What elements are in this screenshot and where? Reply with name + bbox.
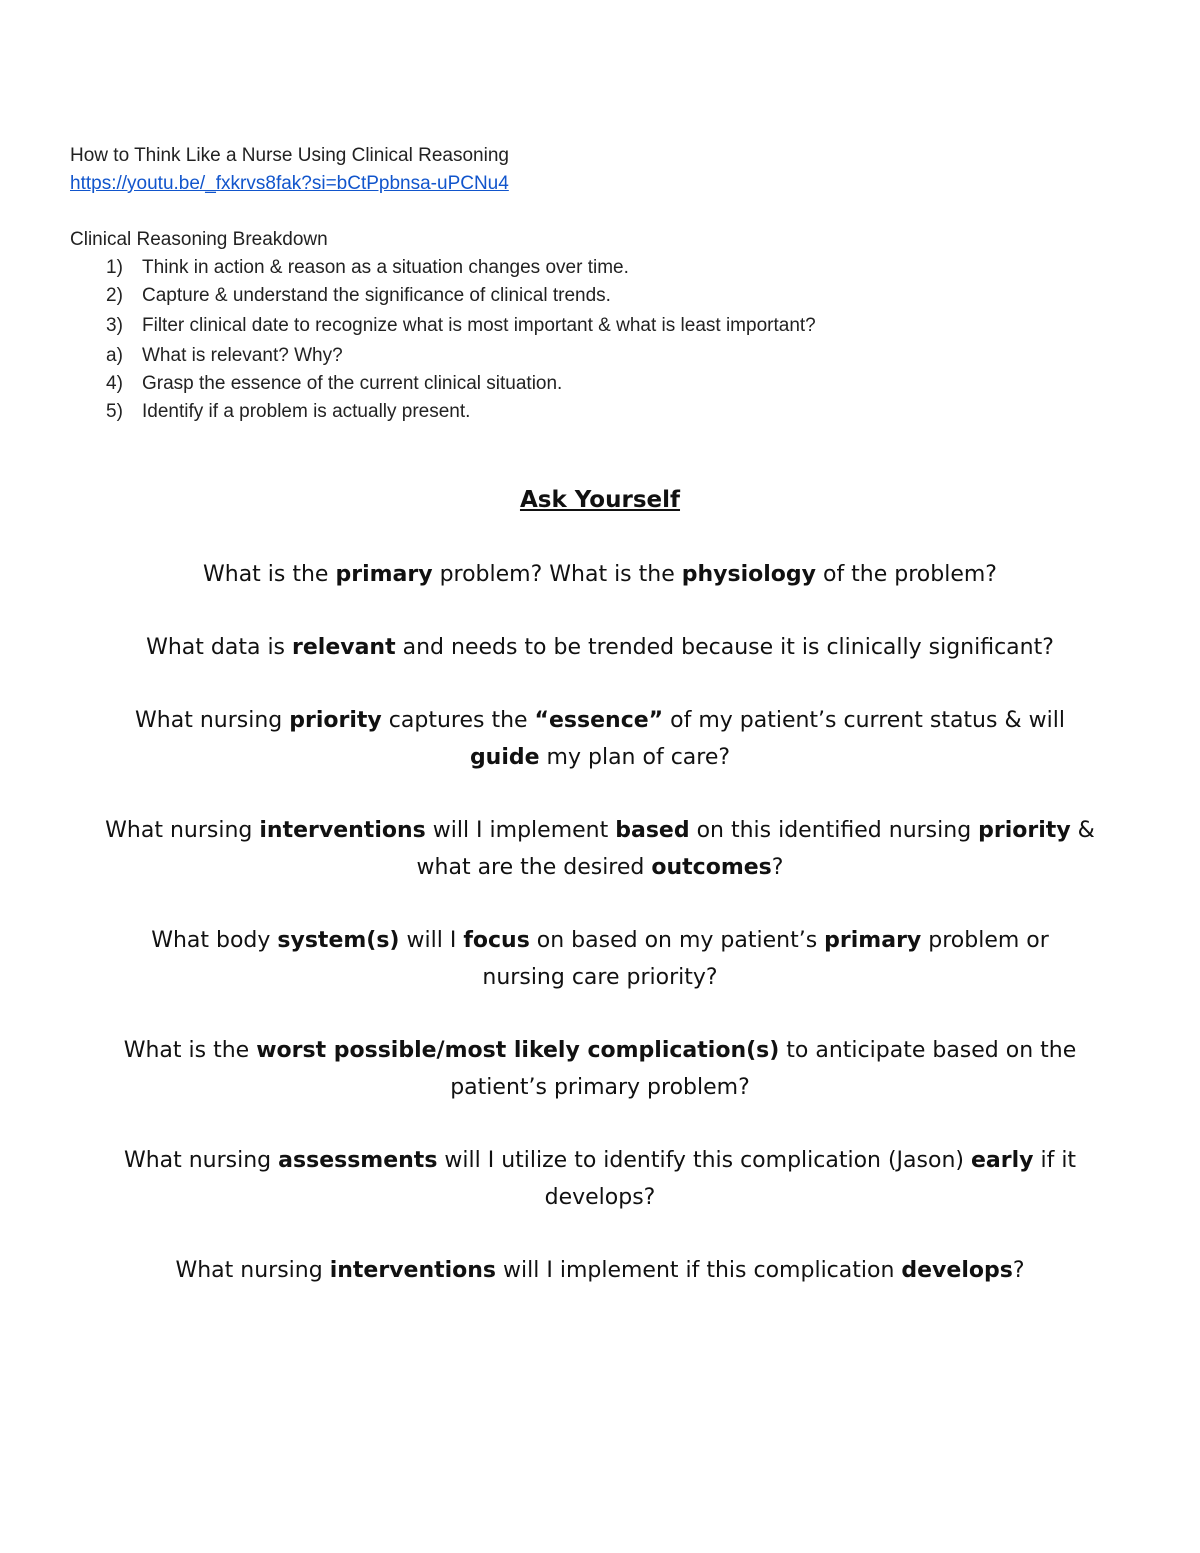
question-emphasis: interventions — [329, 1258, 497, 1283]
question-emphasis: primary — [824, 928, 922, 953]
list-item-text: Capture & understand the significance of clinical trends. — [142, 285, 611, 306]
question-text: to anticipate based on the — [779, 1038, 1077, 1063]
question-6 — [60, 1032, 1140, 1106]
list-item — [70, 310, 1130, 342]
list-number: 1) — [106, 257, 123, 278]
question-text: What body — [151, 928, 278, 953]
question-emphasis: primary — [335, 562, 433, 587]
list-item-text: Think in action & reason as a situation changes over time. — [142, 257, 629, 278]
breakdown-heading: Clinical Reasoning Breakdown — [70, 229, 328, 250]
question-emphasis: focus — [463, 928, 530, 953]
question-emphasis: outcomes — [651, 855, 772, 880]
question-text: will I utilize to identify this complication (Jason) — [437, 1148, 971, 1173]
question-text: will I implement — [425, 818, 616, 843]
question-emphasis: “essence” — [534, 708, 664, 733]
question-emphasis: early — [970, 1148, 1034, 1173]
question-emphasis: worst possible/most likely complication(s) — [256, 1038, 780, 1063]
question-emphasis: based — [615, 818, 690, 843]
question-7 — [60, 1142, 1140, 1216]
question-text: patient’s primary problem? — [450, 1075, 750, 1100]
sub-list-item — [70, 342, 1130, 370]
question-emphasis: assessments — [278, 1148, 438, 1173]
list-item-text: Filter clinical date to recognize what is most important & what is least important? — [142, 315, 816, 336]
ask-yourself-section — [60, 482, 1140, 1289]
question-text: What nursing — [175, 1258, 330, 1283]
question-text: What nursing — [135, 708, 290, 733]
question-text: of the problem? — [815, 562, 997, 587]
question-text: What data is — [146, 635, 293, 660]
question-8 — [60, 1252, 1140, 1289]
question-text: what are the desired — [416, 855, 652, 880]
question-4 — [60, 812, 1140, 886]
question-emphasis: system(s) — [277, 928, 400, 953]
video-link[interactable]: https://youtu.be/_fxkrvs8fak?si=bCtPpbnsa-uPCNu4 — [70, 173, 509, 194]
question-emphasis: develops — [901, 1258, 1013, 1283]
question-text: What nursing — [123, 1148, 279, 1173]
question-text: my plan of care? — [539, 745, 731, 770]
question-text: develops? — [544, 1185, 656, 1210]
question-text: nursing care priority? — [482, 965, 718, 990]
question-text: on based on my patient’s — [529, 928, 825, 953]
question-text: captures the — [381, 708, 535, 733]
question-text: and needs to be trended because it is clinically significant? — [395, 635, 1054, 660]
question-text: What is the — [123, 1038, 257, 1063]
list-item-text: Grasp the essence of the current clinical situation. — [142, 373, 563, 394]
list-item-text: Identify if a problem is actually present. — [142, 401, 471, 422]
question-text: on this identified nursing — [689, 818, 979, 843]
document-title: How to Think Like a Nurse Using Clinical Reasoning — [70, 145, 509, 166]
question-5 — [60, 922, 1140, 996]
question-2 — [60, 629, 1140, 666]
question-text: if it — [1033, 1148, 1077, 1173]
list-number: 5) — [106, 401, 123, 422]
question-3 — [60, 702, 1140, 776]
question-text: will I — [399, 928, 464, 953]
list-item — [70, 370, 1130, 398]
question-emphasis: interventions — [259, 818, 426, 843]
sub-list-item-text: What is relevant? Why? — [142, 345, 343, 366]
question-text: problem? What is the — [432, 562, 682, 587]
breakdown-list — [70, 254, 1130, 426]
list-number: 2) — [106, 285, 123, 306]
question-text: ? — [1012, 1258, 1025, 1283]
sub-list-letter: a) — [106, 345, 123, 366]
question-emphasis: priority — [978, 818, 1071, 843]
list-item — [70, 398, 1130, 426]
list-number: 3) — [106, 315, 123, 336]
question-text: will I implement if this complication — [496, 1258, 902, 1283]
question-emphasis: priority — [289, 708, 382, 733]
question-text: ? — [771, 855, 784, 880]
question-1 — [60, 556, 1140, 593]
question-emphasis: guide — [469, 745, 540, 770]
question-emphasis: physiology — [681, 562, 816, 587]
question-text: of my patient’s current status & will — [663, 708, 1065, 733]
question-text: What nursing — [105, 818, 260, 843]
header-section — [70, 142, 1130, 426]
question-text: & — [1070, 818, 1095, 843]
question-emphasis: relevant — [292, 635, 396, 660]
ask-yourself-heading: Ask Yourself — [519, 487, 681, 513]
list-item — [70, 282, 1130, 310]
question-text: What is the — [203, 562, 336, 587]
list-number: 4) — [106, 373, 123, 394]
list-item — [70, 254, 1130, 282]
question-text: problem or — [921, 928, 1049, 953]
